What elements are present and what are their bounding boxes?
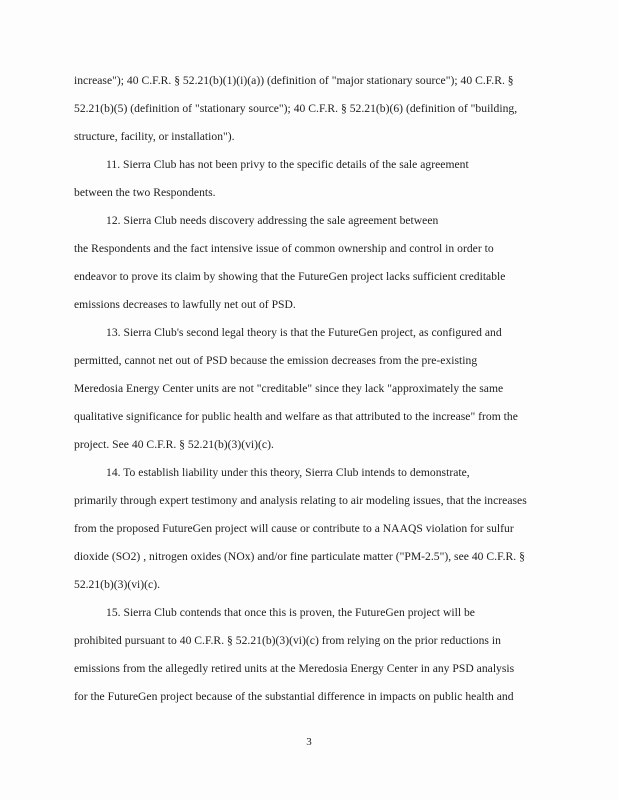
- text-line: the Respondents and the fact intensive issue of common ownership and control in order to: [74, 242, 494, 255]
- text-line: Meredosia Energy Center units are not "creditable" since they lack "approximately the same: [74, 382, 504, 395]
- text-line: primarily through expert testimony and analysis relating to air modeling issues, that the increases: [74, 494, 527, 507]
- text-line: 14. To establish liability under this theory, Sierra Club intends to demonstrate,: [106, 466, 470, 479]
- text-line: 12. Sierra Club needs discovery addressing the sale agreement between: [106, 214, 439, 227]
- text-line: dioxide (SO2) , nitrogen oxides (NOx) and/or fine particulate matter ("PM-2.5"), see 40 C.F.R. §: [74, 550, 525, 563]
- text-line: 15. Sierra Club contends that once this is proven, the FutureGen project will be: [106, 606, 475, 619]
- text-line: permitted, cannot net out of PSD because the emission decreases from the pre-existing: [74, 354, 478, 367]
- text-line: structure, facility, or installation").: [74, 130, 235, 143]
- text-line: 52.21(b)(3)(vi)(c).: [74, 578, 161, 591]
- text-line: qualitative significance for public health and welfare as that attributed to the increase" from the: [74, 410, 518, 423]
- text-line: 11. Sierra Club has not been privy to the specific details of the sale agreement: [106, 158, 469, 171]
- text-line: project. See 40 C.F.R. § 52.21(b)(3)(vi)(c).: [74, 438, 274, 451]
- text-line: 13. Sierra Club's second legal theory is that the FutureGen project, as configured and: [106, 326, 502, 339]
- text-line: 52.21(b)(5) (definition of "stationary source"); 40 C.F.R. § 52.21(b)(6) (definition of "building,: [74, 102, 518, 115]
- text-line: between the two Respondents.: [74, 186, 216, 199]
- text-line: from the proposed FutureGen project will cause or contribute to a NAAQS violation for sulfur: [74, 522, 514, 535]
- text-line: endeavor to prove its claim by showing that the FutureGen project lacks sufficient creditable: [74, 270, 506, 283]
- text-line: emissions from the allegedly retired units at the Meredosia Energy Center in any PSD analysis: [74, 662, 515, 675]
- text-line: for the FutureGen project because of the substantial difference in impacts on public health and: [74, 690, 514, 703]
- text-line: emissions decreases to lawfully net out of PSD.: [74, 298, 296, 311]
- page-number: 3: [306, 736, 312, 748]
- text-line: increase"); 40 C.F.R. § 52.21(b)(1)(i)(a)) (definition of "major stationary source"); 40 C.F.R. §: [74, 74, 514, 87]
- text-line: prohibited pursuant to 40 C.F.R. § 52.21(b)(3)(vi)(c) from relying on the prior reductions in: [74, 634, 501, 647]
